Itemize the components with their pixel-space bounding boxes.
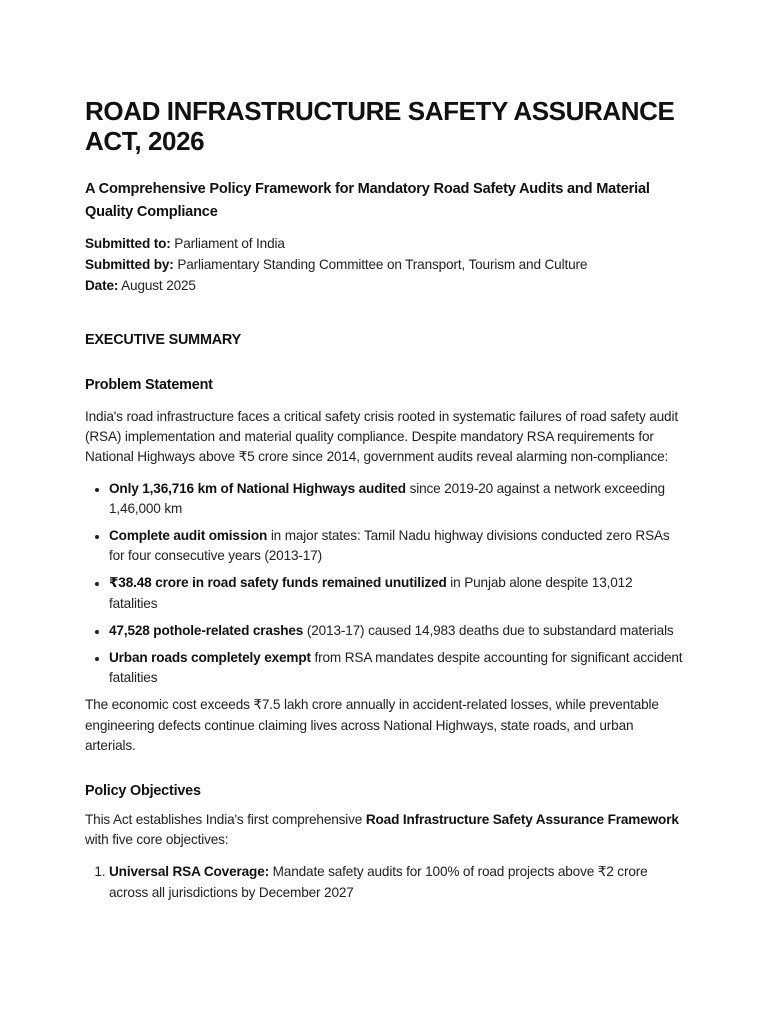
list-item xyxy=(109,479,684,519)
meta-submitted-by xyxy=(85,254,684,275)
problem-statement-intro: India's road infrastructure faces a critical safety crisis rooted in systematic failures of road safety audit (RSA) implementation and material quality compliance. Despite mandatory RSA requirements for National Highways above ₹5 crore since 2014, government audits reveal alarming non-compliance: xyxy=(85,409,678,465)
meta-value: Parliament of India xyxy=(174,236,285,251)
list-item xyxy=(109,862,684,902)
document-title: ROAD INFRASTRUCTURE SAFETY ASSURANCE ACT, 2026 xyxy=(85,96,675,156)
bullet-text: from RSA mandates despite accounting for significant accident fatalities xyxy=(109,650,683,686)
intro-text: This Act establishes India's first comprehensive xyxy=(85,812,366,828)
meta-label: Submitted by: xyxy=(85,257,174,272)
document-subtitle: A Comprehensive Policy Framework for Mandatory Road Safety Audits and Material Quality Compliance xyxy=(85,181,650,220)
bullet-text: in major states: Tamil Nadu highway divisions conducted zero RSAs for four consecutive years (2013-17) xyxy=(109,528,670,564)
list-item xyxy=(109,573,684,613)
meta-label: Submitted to: xyxy=(85,236,171,251)
objective-text: Mandate safety audits for 100% of road projects above ₹2 crore across all jurisdictions by December 2027 xyxy=(109,864,648,900)
meta-value: Parliamentary Standing Committee on Transport, Tourism and Culture xyxy=(177,257,588,272)
problem-statement-closing: The economic cost exceeds ₹7.5 lakh crore annually in accident-related losses, while preventable engineering defects continue claiming lives across National Highways, state roads, and urban arterials. xyxy=(85,697,659,753)
bullet-bold-text: 47,528 pothole-related crashes xyxy=(109,622,304,638)
list-item xyxy=(109,621,684,641)
list-item xyxy=(109,526,684,566)
executive-summary-heading: EXECUTIVE SUMMARY xyxy=(85,332,241,348)
policy-objectives-intro xyxy=(85,810,684,850)
intro-text: with five core objectives: xyxy=(85,832,229,848)
policy-objectives-heading: Policy Objectives xyxy=(85,783,201,800)
bullet-text: in Punjab alone despite 13,012 fatalities xyxy=(109,575,633,611)
objective-bold-text: Universal RSA Coverage: xyxy=(109,864,269,880)
bullet-bold-text: ₹38.48 crore in road safety funds remained unutilized xyxy=(109,575,447,591)
meta-value: August 2025 xyxy=(121,278,196,293)
bullet-text: (2013-17) caused 14,983 deaths due to substandard materials xyxy=(303,622,674,638)
problem-bullet-list xyxy=(85,479,684,689)
meta-label: Date: xyxy=(85,278,119,293)
objectives-numbered-list xyxy=(85,862,684,902)
framework-name: Road Infrastructure Safety Assurance Framework xyxy=(365,812,679,828)
bullet-bold-text: Urban roads completely exempt xyxy=(109,650,311,666)
bullet-text: since 2019-20 against a network exceeding 1,46,000 km xyxy=(109,480,665,516)
problem-statement-heading: Problem Statement xyxy=(85,377,213,393)
list-item xyxy=(109,648,684,688)
bullet-bold-text: Complete audit omission xyxy=(109,528,268,544)
meta-date xyxy=(85,275,684,296)
document-meta xyxy=(85,233,684,296)
meta-submitted-to xyxy=(85,233,684,254)
bullet-bold-text: Only 1,36,716 km of National Highways audited xyxy=(109,480,406,496)
